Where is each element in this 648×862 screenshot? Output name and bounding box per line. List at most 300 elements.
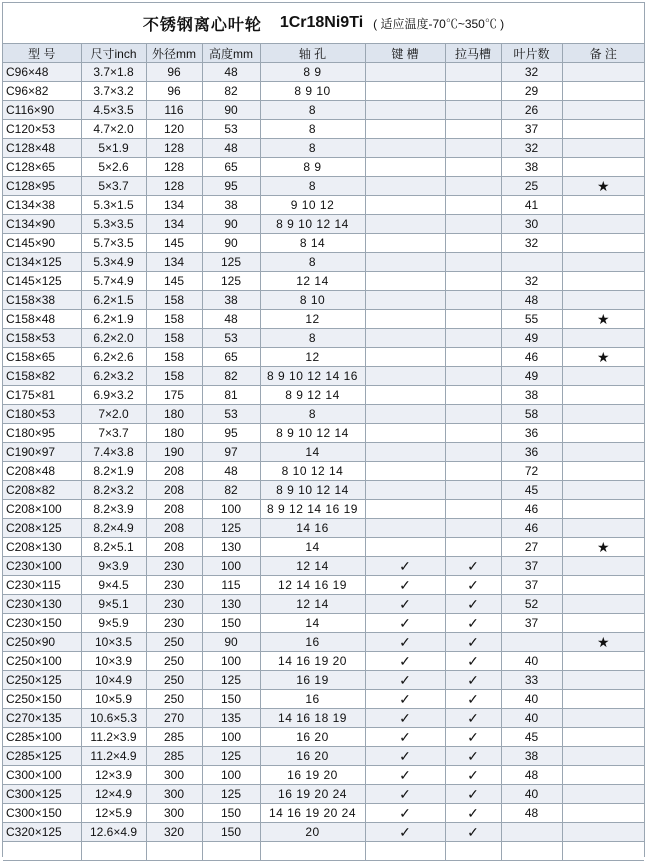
cell-size-inch: 5×2.6 [81, 158, 146, 177]
cell-size-inch: 6.2×2.0 [81, 329, 146, 348]
cell-size-inch: 6.2×1.9 [81, 310, 146, 329]
table-row [3, 785, 644, 804]
cell-model [3, 842, 81, 861]
cell-puller-groove: ✓ [445, 823, 501, 842]
cell-model: C250×125 [3, 671, 81, 690]
cell-keyway [365, 253, 445, 272]
cell-shaft-bore: 12 14 [260, 557, 365, 576]
cell-size-inch: 10×5.9 [81, 690, 146, 709]
cell-keyway [365, 196, 445, 215]
cell-blade-count [501, 842, 562, 861]
cell-remarks [562, 196, 644, 215]
cell-size-inch: 3.7×3.2 [81, 82, 146, 101]
cell-remarks [562, 785, 644, 804]
cell-remarks [562, 500, 644, 519]
header-blade-count: 叶片数 [501, 44, 562, 63]
cell-keyway [365, 348, 445, 367]
cell-remarks [562, 823, 644, 842]
table-row [3, 500, 644, 519]
cell-blade-count: 48 [501, 766, 562, 785]
cell-height: 125 [202, 519, 260, 538]
cell-model: C285×125 [3, 747, 81, 766]
cell-model: C230×130 [3, 595, 81, 614]
table-row [3, 633, 644, 652]
cell-keyway [365, 481, 445, 500]
cell-shaft-bore: 14 16 19 20 24 [260, 804, 365, 823]
cell-puller-groove [445, 329, 501, 348]
cell-size-inch: 9×3.9 [81, 557, 146, 576]
header-keyway: 键 槽 [365, 44, 445, 63]
cell-keyway: ✓ [365, 804, 445, 823]
cell-remarks [562, 557, 644, 576]
cell-model: C230×115 [3, 576, 81, 595]
cell-blade-count: 48 [501, 291, 562, 310]
cell-puller-groove: ✓ [445, 709, 501, 728]
cell-blade-count: 26 [501, 101, 562, 120]
cell-remarks [562, 234, 644, 253]
cell-height: 125 [202, 272, 260, 291]
cell-height: 100 [202, 500, 260, 519]
cell-size-inch: 7×3.7 [81, 424, 146, 443]
cell-puller-groove [445, 139, 501, 158]
cell-blade-count: 27 [501, 538, 562, 557]
cell-model: C230×100 [3, 557, 81, 576]
cell-blade-count: 38 [501, 158, 562, 177]
cell-blade-count: 37 [501, 576, 562, 595]
cell-height: 150 [202, 804, 260, 823]
cell-remarks [562, 272, 644, 291]
cell-model: C300×100 [3, 766, 81, 785]
cell-remarks [562, 652, 644, 671]
cell-outer-diameter [146, 842, 202, 861]
cell-model: C158×82 [3, 367, 81, 386]
cell-model: C134×38 [3, 196, 81, 215]
table-row [3, 63, 644, 82]
cell-keyway: ✓ [365, 766, 445, 785]
cell-shaft-bore: 16 [260, 690, 365, 709]
cell-keyway: ✓ [365, 728, 445, 747]
cell-height: 82 [202, 82, 260, 101]
cell-remarks [562, 253, 644, 272]
title-bar [3, 3, 644, 44]
header-puller-groove: 拉马槽 [445, 44, 501, 63]
table-row [3, 595, 644, 614]
cell-keyway [365, 177, 445, 196]
cell-height: 100 [202, 652, 260, 671]
cell-model: C180×53 [3, 405, 81, 424]
cell-size-inch: 11.2×4.9 [81, 747, 146, 766]
cell-keyway: ✓ [365, 557, 445, 576]
cell-outer-diameter: 190 [146, 443, 202, 462]
cell-shaft-bore [260, 842, 365, 861]
cell-puller-groove [445, 462, 501, 481]
cell-model: C158×48 [3, 310, 81, 329]
cell-outer-diameter: 180 [146, 405, 202, 424]
cell-keyway [365, 500, 445, 519]
cell-blade-count: 45 [501, 481, 562, 500]
cell-blade-count: 32 [501, 63, 562, 82]
cell-size-inch: 5.7×4.9 [81, 272, 146, 291]
table-row [3, 424, 644, 443]
cell-size-inch: 9×5.9 [81, 614, 146, 633]
cell-size-inch: 10.6×5.3 [81, 709, 146, 728]
cell-shaft-bore: 8 10 12 14 [260, 462, 365, 481]
header-remarks: 备 注 [562, 44, 644, 63]
cell-height: 90 [202, 234, 260, 253]
cell-shaft-bore: 14 [260, 538, 365, 557]
table-row [3, 234, 644, 253]
cell-size-inch: 6.2×2.6 [81, 348, 146, 367]
cell-keyway: ✓ [365, 652, 445, 671]
cell-height: 65 [202, 158, 260, 177]
cell-shaft-bore: 12 [260, 310, 365, 329]
cell-remarks [562, 481, 644, 500]
cell-height: 95 [202, 424, 260, 443]
cell-size-inch: 11.2×3.9 [81, 728, 146, 747]
cell-puller-groove: ✓ [445, 690, 501, 709]
cell-puller-groove [445, 367, 501, 386]
table-row [3, 747, 644, 766]
cell-outer-diameter: 250 [146, 633, 202, 652]
cell-outer-diameter: 158 [146, 329, 202, 348]
cell-puller-groove [445, 196, 501, 215]
cell-size-inch: 12.6×4.9 [81, 823, 146, 842]
cell-blade-count: 38 [501, 386, 562, 405]
cell-blade-count: 48 [501, 804, 562, 823]
cell-model: C300×150 [3, 804, 81, 823]
cell-keyway [365, 158, 445, 177]
cell-shaft-bore: 16 19 20 24 [260, 785, 365, 804]
table-row [3, 253, 644, 272]
cell-remarks [562, 671, 644, 690]
cell-keyway [365, 310, 445, 329]
header-size-inch: 尺寸inch [81, 44, 146, 63]
cell-puller-groove [445, 234, 501, 253]
table-row [3, 842, 644, 861]
cell-shaft-bore: 8 9 10 [260, 82, 365, 101]
header-model: 型 号 [3, 44, 81, 63]
cell-model: C175×81 [3, 386, 81, 405]
cell-height: 90 [202, 215, 260, 234]
cell-puller-groove: ✓ [445, 766, 501, 785]
cell-outer-diameter: 158 [146, 310, 202, 329]
cell-keyway: ✓ [365, 671, 445, 690]
cell-outer-diameter: 145 [146, 234, 202, 253]
cell-outer-diameter: 285 [146, 728, 202, 747]
cell-keyway: ✓ [365, 576, 445, 595]
cell-outer-diameter: 158 [146, 367, 202, 386]
cell-puller-groove: ✓ [445, 728, 501, 747]
cell-size-inch: 4.7×2.0 [81, 120, 146, 139]
cell-remarks [562, 690, 644, 709]
cell-outer-diameter: 158 [146, 348, 202, 367]
cell-puller-groove: ✓ [445, 652, 501, 671]
cell-size-inch [81, 842, 146, 861]
cell-blade-count: 40 [501, 652, 562, 671]
cell-model: C230×150 [3, 614, 81, 633]
cell-shaft-bore: 14 16 [260, 519, 365, 538]
page-title: 不锈钢离心叶轮 [142, 16, 262, 34]
cell-height [202, 842, 260, 861]
cell-height: 53 [202, 405, 260, 424]
cell-remarks [562, 709, 644, 728]
cell-shaft-bore: 12 14 [260, 595, 365, 614]
cell-blade-count [501, 633, 562, 652]
cell-keyway: ✓ [365, 595, 445, 614]
cell-blade-count: 36 [501, 443, 562, 462]
cell-remarks [562, 424, 644, 443]
cell-size-inch: 12×4.9 [81, 785, 146, 804]
cell-shaft-bore: 8 [260, 329, 365, 348]
table-row [3, 671, 644, 690]
cell-remarks [562, 747, 644, 766]
cell-size-inch: 6.9×3.2 [81, 386, 146, 405]
cell-blade-count: 40 [501, 709, 562, 728]
cell-puller-groove [445, 481, 501, 500]
cell-remarks: ★ [562, 177, 644, 196]
cell-remarks [562, 329, 644, 348]
cell-remarks: ★ [562, 538, 644, 557]
cell-keyway: ✓ [365, 709, 445, 728]
table-row [3, 101, 644, 120]
cell-size-inch: 7×2.0 [81, 405, 146, 424]
cell-model: C116×90 [3, 101, 81, 120]
cell-outer-diameter: 208 [146, 538, 202, 557]
cell-blade-count: 36 [501, 424, 562, 443]
cell-shaft-bore: 9 10 12 [260, 196, 365, 215]
cell-model: C145×90 [3, 234, 81, 253]
cell-remarks [562, 63, 644, 82]
cell-outer-diameter: 208 [146, 481, 202, 500]
cell-puller-groove [445, 253, 501, 272]
cell-size-inch: 12×5.9 [81, 804, 146, 823]
cell-height: 53 [202, 329, 260, 348]
cell-remarks [562, 443, 644, 462]
cell-shaft-bore: 8 [260, 177, 365, 196]
cell-size-inch: 6.2×1.5 [81, 291, 146, 310]
cell-remarks [562, 519, 644, 538]
cell-remarks [562, 614, 644, 633]
cell-keyway [365, 234, 445, 253]
cell-blade-count: 25 [501, 177, 562, 196]
cell-keyway [365, 120, 445, 139]
cell-model: C190×97 [3, 443, 81, 462]
cell-size-inch: 8.2×3.2 [81, 481, 146, 500]
cell-shaft-bore: 8 9 10 12 14 [260, 481, 365, 500]
cell-puller-groove: ✓ [445, 747, 501, 766]
cell-remarks [562, 139, 644, 158]
cell-model: C180×95 [3, 424, 81, 443]
cell-size-inch: 8.2×3.9 [81, 500, 146, 519]
cell-puller-groove [445, 842, 501, 861]
cell-keyway [365, 101, 445, 120]
cell-remarks [562, 101, 644, 120]
impeller-spec-sheet [2, 2, 645, 857]
cell-remarks [562, 804, 644, 823]
cell-shaft-bore: 14 16 18 19 [260, 709, 365, 728]
cell-blade-count: 46 [501, 519, 562, 538]
cell-puller-groove [445, 101, 501, 120]
cell-height: 65 [202, 348, 260, 367]
cell-keyway [365, 462, 445, 481]
cell-outer-diameter: 285 [146, 747, 202, 766]
cell-shaft-bore: 8 9 12 14 [260, 386, 365, 405]
cell-remarks [562, 367, 644, 386]
table-row [3, 728, 644, 747]
cell-puller-groove [445, 177, 501, 196]
cell-model: C128×48 [3, 139, 81, 158]
cell-model: C158×65 [3, 348, 81, 367]
cell-shaft-bore: 8 9 [260, 63, 365, 82]
cell-puller-groove: ✓ [445, 614, 501, 633]
cell-height: 150 [202, 690, 260, 709]
cell-blade-count [501, 253, 562, 272]
cell-shaft-bore: 8 [260, 101, 365, 120]
cell-puller-groove [445, 519, 501, 538]
cell-keyway [365, 367, 445, 386]
cell-shaft-bore: 8 10 [260, 291, 365, 310]
cell-outer-diameter: 128 [146, 158, 202, 177]
cell-size-inch: 5.7×3.5 [81, 234, 146, 253]
table-row [3, 690, 644, 709]
cell-model: C134×90 [3, 215, 81, 234]
cell-blade-count: 30 [501, 215, 562, 234]
cell-puller-groove [445, 348, 501, 367]
cell-puller-groove [445, 538, 501, 557]
cell-height: 48 [202, 462, 260, 481]
cell-size-inch: 5×3.7 [81, 177, 146, 196]
cell-outer-diameter: 120 [146, 120, 202, 139]
cell-shaft-bore: 8 14 [260, 234, 365, 253]
cell-height: 125 [202, 785, 260, 804]
cell-height: 38 [202, 196, 260, 215]
cell-puller-groove [445, 443, 501, 462]
cell-keyway: ✓ [365, 785, 445, 804]
cell-shaft-bore: 20 [260, 823, 365, 842]
cell-model: C250×100 [3, 652, 81, 671]
table-row [3, 329, 644, 348]
cell-height: 90 [202, 101, 260, 120]
table-row [3, 481, 644, 500]
cell-puller-groove [445, 500, 501, 519]
cell-puller-groove [445, 272, 501, 291]
cell-model: C320×125 [3, 823, 81, 842]
header-shaft-bore: 轴 孔 [260, 44, 365, 63]
cell-size-inch: 5.3×4.9 [81, 253, 146, 272]
cell-puller-groove: ✓ [445, 576, 501, 595]
cell-blade-count: 46 [501, 348, 562, 367]
cell-size-inch: 7.4×3.8 [81, 443, 146, 462]
cell-outer-diameter: 320 [146, 823, 202, 842]
cell-puller-groove [445, 82, 501, 101]
cell-outer-diameter: 145 [146, 272, 202, 291]
table-row [3, 367, 644, 386]
cell-height: 125 [202, 253, 260, 272]
cell-height: 53 [202, 120, 260, 139]
cell-outer-diameter: 134 [146, 196, 202, 215]
table-row [3, 766, 644, 785]
cell-height: 82 [202, 481, 260, 500]
cell-blade-count: 41 [501, 196, 562, 215]
cell-shaft-bore: 8 9 10 12 14 [260, 215, 365, 234]
cell-shaft-bore: 14 [260, 443, 365, 462]
cell-size-inch: 5×1.9 [81, 139, 146, 158]
cell-keyway [365, 842, 445, 861]
cell-height: 125 [202, 671, 260, 690]
cell-size-inch: 10×3.5 [81, 633, 146, 652]
cell-blade-count: 45 [501, 728, 562, 747]
cell-puller-groove: ✓ [445, 804, 501, 823]
cell-size-inch: 6.2×3.2 [81, 367, 146, 386]
table-row [3, 823, 644, 842]
header-outer-diameter: 外径mm [146, 44, 202, 63]
cell-model: C128×65 [3, 158, 81, 177]
cell-blade-count: 37 [501, 557, 562, 576]
table-row [3, 158, 644, 177]
cell-shaft-bore: 8 [260, 253, 365, 272]
cell-height: 48 [202, 139, 260, 158]
table-row [3, 443, 644, 462]
cell-height: 82 [202, 367, 260, 386]
cell-size-inch: 5.3×3.5 [81, 215, 146, 234]
cell-outer-diameter: 208 [146, 500, 202, 519]
cell-model: C96×48 [3, 63, 81, 82]
cell-outer-diameter: 96 [146, 82, 202, 101]
cell-puller-groove: ✓ [445, 595, 501, 614]
cell-shaft-bore: 12 [260, 348, 365, 367]
cell-shaft-bore: 12 14 [260, 272, 365, 291]
cell-shaft-bore: 14 16 19 20 [260, 652, 365, 671]
cell-model: C300×125 [3, 785, 81, 804]
cell-blade-count: 52 [501, 595, 562, 614]
cell-height: 90 [202, 633, 260, 652]
cell-blade-count: 37 [501, 614, 562, 633]
cell-shaft-bore: 8 [260, 139, 365, 158]
cell-puller-groove [445, 63, 501, 82]
cell-height: 130 [202, 538, 260, 557]
cell-blade-count: 29 [501, 82, 562, 101]
cell-blade-count: 38 [501, 747, 562, 766]
cell-remarks [562, 766, 644, 785]
cell-model: C96×82 [3, 82, 81, 101]
material-grade: 1Cr18Ni9Ti [279, 14, 364, 31]
cell-outer-diameter: 270 [146, 709, 202, 728]
table-row [3, 709, 644, 728]
table-row [3, 177, 644, 196]
cell-keyway: ✓ [365, 823, 445, 842]
cell-outer-diameter: 116 [146, 101, 202, 120]
cell-model: C285×100 [3, 728, 81, 747]
cell-remarks [562, 842, 644, 861]
cell-remarks [562, 576, 644, 595]
cell-height: 48 [202, 63, 260, 82]
cell-model: C208×82 [3, 481, 81, 500]
cell-blade-count: 32 [501, 139, 562, 158]
cell-height: 100 [202, 766, 260, 785]
cell-puller-groove [445, 405, 501, 424]
cell-keyway: ✓ [365, 633, 445, 652]
cell-remarks [562, 82, 644, 101]
cell-shaft-bore: 8 9 12 14 16 19 [260, 500, 365, 519]
cell-size-inch: 9×4.5 [81, 576, 146, 595]
table-row [3, 519, 644, 538]
cell-size-inch: 3.7×1.8 [81, 63, 146, 82]
cell-keyway [365, 538, 445, 557]
cell-outer-diameter: 134 [146, 253, 202, 272]
cell-keyway [365, 443, 445, 462]
cell-keyway [365, 139, 445, 158]
cell-remarks [562, 120, 644, 139]
